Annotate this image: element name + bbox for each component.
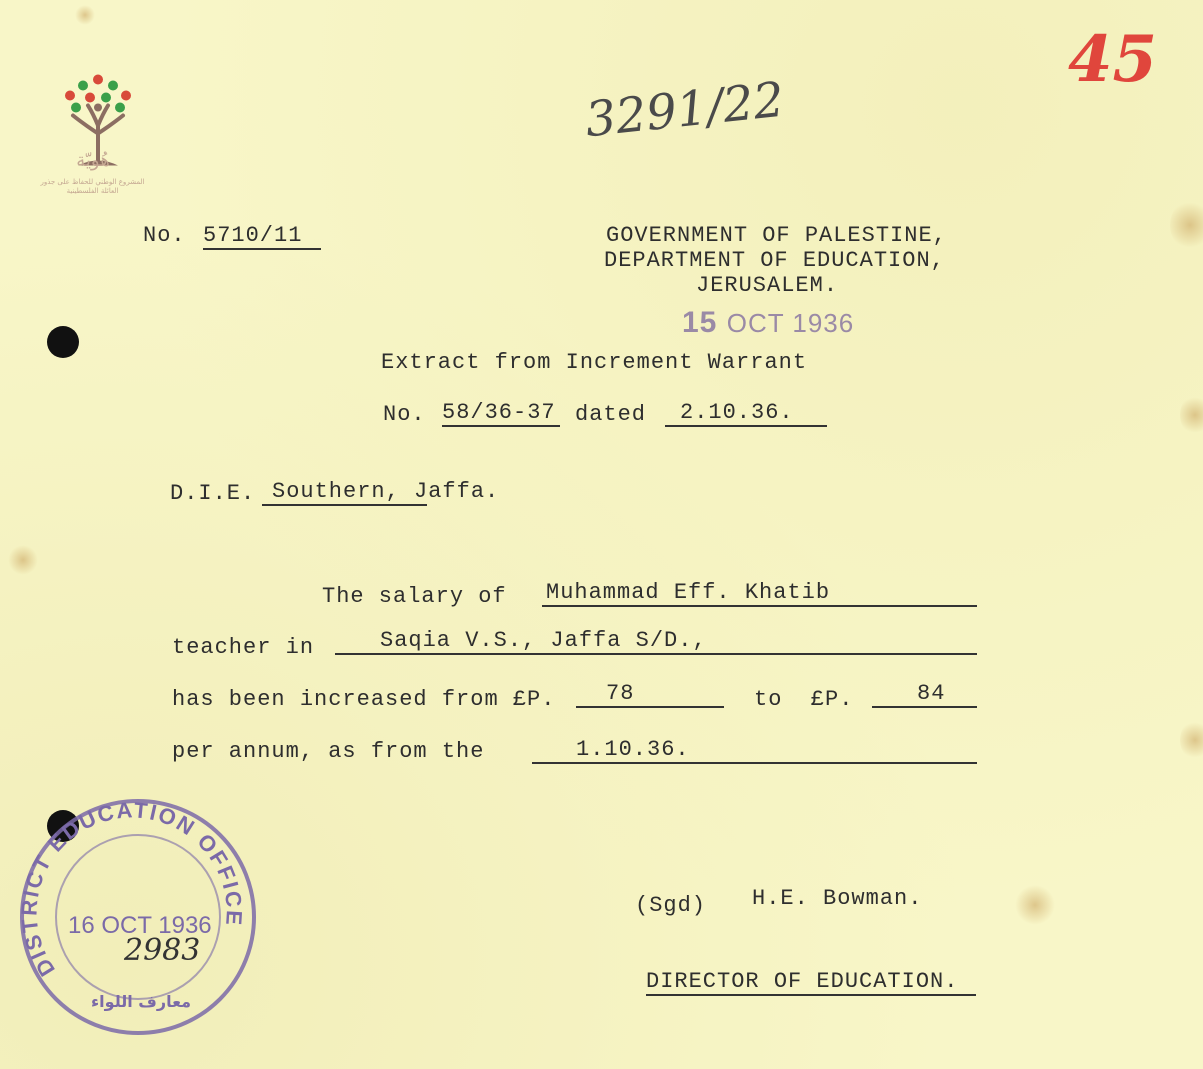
warrant-number: 58/36-37 xyxy=(442,400,560,427)
warrant-no-label: No. xyxy=(383,402,426,427)
person-name: Muhammad Eff. Khatib xyxy=(542,580,977,607)
district-education-office-seal xyxy=(16,795,261,1040)
punch-hole xyxy=(47,326,79,358)
stamp-day: 15 xyxy=(682,306,718,339)
dated-label: dated xyxy=(575,402,647,427)
sgd-label: (Sgd) xyxy=(635,893,707,918)
stain xyxy=(8,545,38,575)
per-annum-label: per annum, as from the xyxy=(172,739,485,764)
received-date-stamp xyxy=(682,306,854,340)
ref-number: 5710/11 xyxy=(203,223,321,250)
teacher-in-label: teacher in xyxy=(172,635,315,660)
header-line-2: DEPARTMENT OF EDUCATION, xyxy=(604,248,945,273)
to-amount: 84 xyxy=(872,681,977,708)
seal-date: 16 OCT 1936 xyxy=(68,912,212,939)
handwritten-page-number: 45 xyxy=(1068,22,1158,97)
logo-arabic-title: هُويّة xyxy=(76,150,110,171)
handwritten-file-ref: 3291/22 xyxy=(582,71,787,149)
seal-number: 2983 xyxy=(124,933,201,968)
ref-label: No. xyxy=(143,223,186,248)
header-line-1: GOVERNMENT OF PALESTINE, xyxy=(606,223,947,248)
seal-ring-text: DISTRICT EDUCATION OFFICE xyxy=(16,797,247,981)
from-amount: 78 xyxy=(576,681,724,708)
signatory-name: H.E. Bowman. xyxy=(752,886,923,911)
stain xyxy=(1180,395,1203,435)
document-title: Extract from Increment Warrant xyxy=(381,350,808,375)
to-label: to £P. xyxy=(754,687,854,712)
warrant-date: 2.10.36. xyxy=(665,400,827,427)
header-line-3: JERUSALEM. xyxy=(696,273,839,298)
logo-arabic-subtitle: المشروع الوطني للحفاظ على جذور العائلة الفلسطينية xyxy=(40,178,145,195)
stamp-month-year: OCT 1936 xyxy=(726,308,855,338)
stain xyxy=(1180,720,1203,760)
stain xyxy=(1015,885,1055,925)
salary-of-label: The salary of xyxy=(322,584,507,609)
stain xyxy=(1170,200,1203,250)
stain xyxy=(75,5,95,25)
effective-date: 1.10.36. xyxy=(532,737,977,764)
addressee-label: D.I.E. xyxy=(170,481,256,506)
seal-arabic-text: معارف اللواء xyxy=(91,992,192,1011)
school-name: Saqia V.S., Jaffa S/D., xyxy=(335,628,977,655)
tree-logo-icon xyxy=(48,36,148,201)
increased-from-label: has been increased from £P. xyxy=(172,687,556,712)
signatory-title: DIRECTOR OF EDUCATION. xyxy=(646,969,976,996)
addressee-value: Southern, Jaffa. xyxy=(262,479,427,506)
